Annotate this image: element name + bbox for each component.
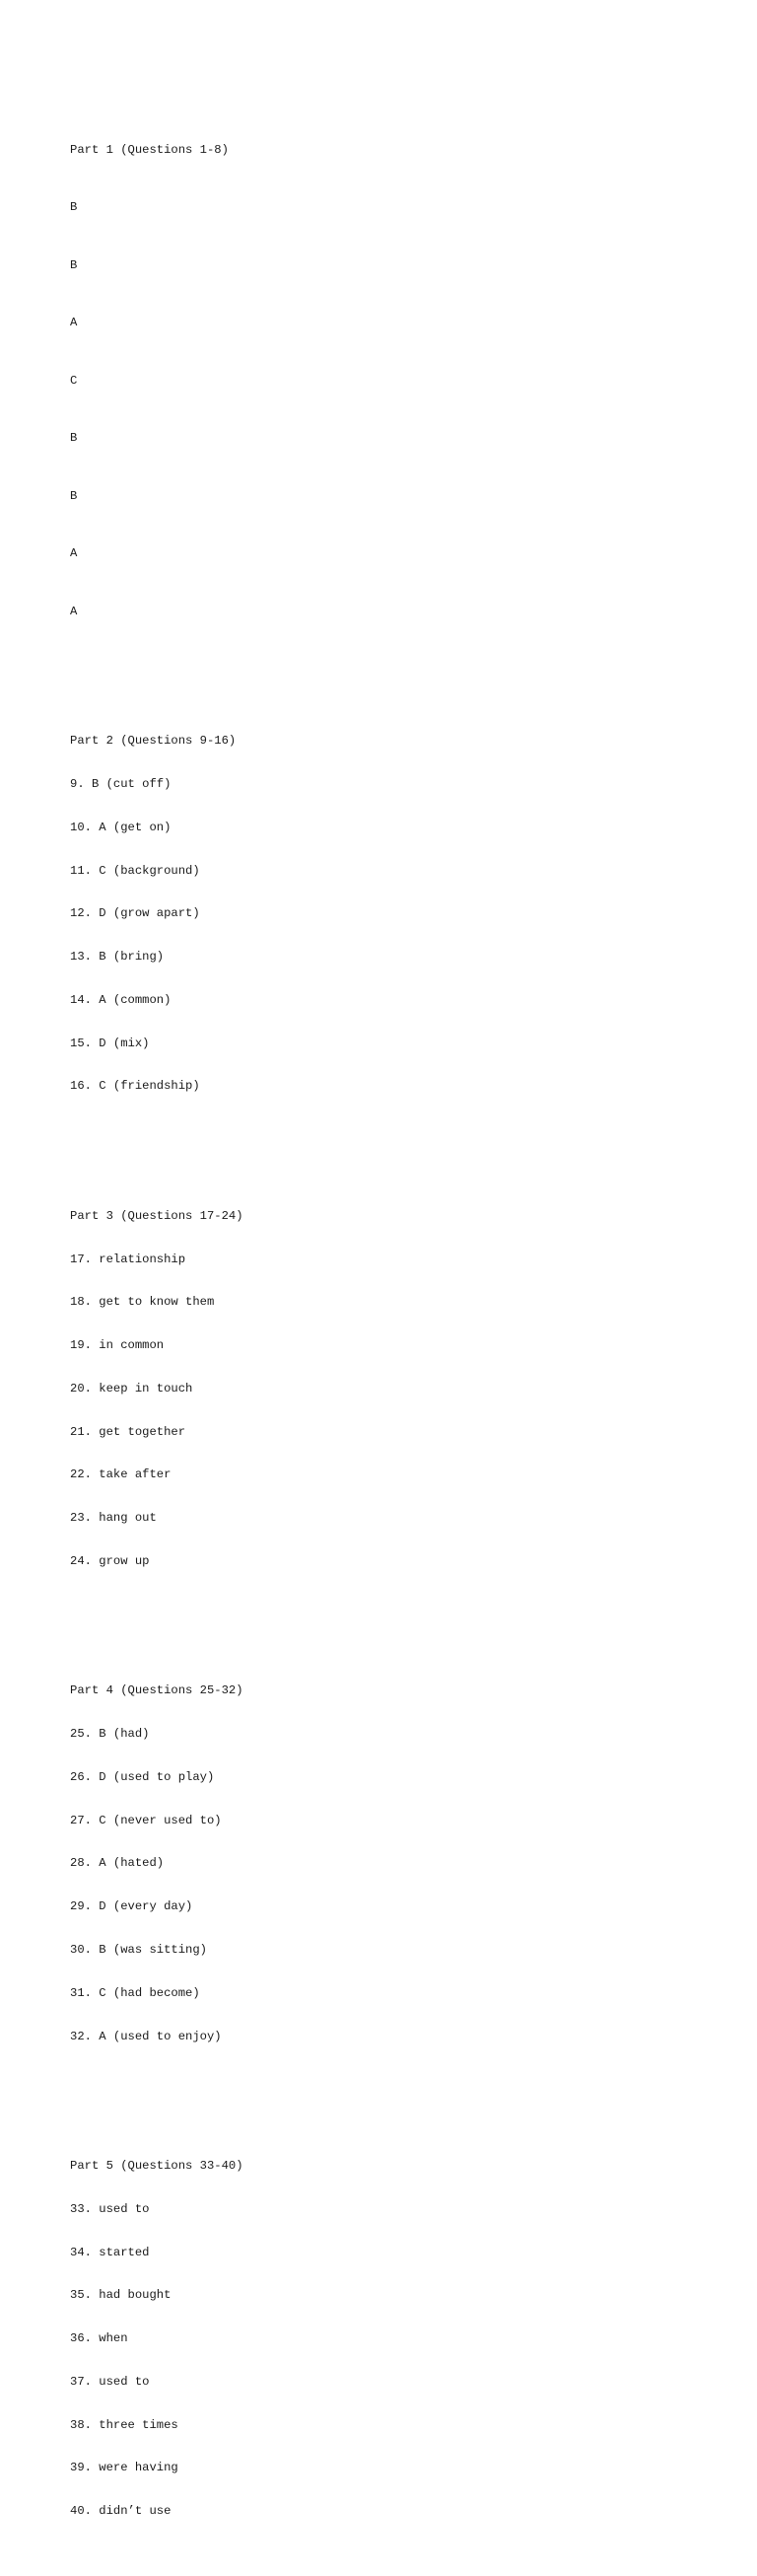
part5-section [70, 2130, 737, 2547]
list-item: 14. A (common) [70, 992, 172, 1007]
part3-heading: Part 3 (Questions 17-24) [70, 1208, 243, 1223]
list-item: 22. take after [70, 1467, 172, 1482]
list-item: 31. C (had become) [70, 1985, 200, 2000]
part2-heading: Part 2 (Questions 9-16) [70, 734, 237, 749]
list-item: 17. relationship [70, 1252, 186, 1266]
part4-heading: Part 4 (Questions 25-32) [70, 1683, 243, 1698]
list-item: 24. grow up [70, 1554, 150, 1568]
list-item: 11. C (background) [70, 863, 200, 878]
answer-key-document [70, 71, 737, 2576]
list-item: 12. D (grow apart) [70, 906, 200, 921]
list-item: 23. hang out [70, 1511, 157, 1526]
list-item: 26. D (used to play) [70, 1769, 215, 1784]
list-item: 19. in common [70, 1338, 165, 1353]
part1-answer-3: A [70, 316, 78, 330]
part3-section [70, 1181, 737, 1598]
list-item: 33. used to [70, 2201, 150, 2216]
part1-answer-1: B [70, 200, 78, 215]
list-item: 18. get to know them [70, 1295, 215, 1310]
list-item: 28. A (hated) [70, 1856, 165, 1871]
list-item: 27. C (never used to) [70, 1813, 222, 1827]
part1-answer-5: B [70, 431, 78, 446]
list-item: 32. A (used to enjoy) [70, 2029, 222, 2043]
part1-answer-2: B [70, 257, 78, 272]
list-item: 30. B (was sitting) [70, 1943, 207, 1958]
part1-heading: Part 1 (Questions 1-8) [70, 142, 229, 157]
part1-answer-6: B [70, 488, 78, 503]
list-item: 39. were having [70, 2461, 178, 2475]
list-item: 15. D (mix) [70, 1036, 150, 1050]
list-item: 29. D (every day) [70, 1899, 193, 1914]
part1-section [70, 114, 737, 648]
part2-section [70, 705, 737, 1122]
list-item: 35. had bought [70, 2288, 172, 2303]
list-item: 13. B (bring) [70, 950, 165, 965]
part1-answer-7: A [70, 546, 78, 561]
list-item: 9. B (cut off) [70, 776, 172, 791]
list-item: 21. get together [70, 1424, 186, 1439]
part4-section [70, 1655, 737, 2072]
list-item: 37. used to [70, 2374, 150, 2389]
part1-answer-8: A [70, 604, 78, 618]
list-item: 36. when [70, 2331, 128, 2346]
list-item: 38. three times [70, 2417, 178, 2432]
list-item: 16. C (friendship) [70, 1079, 200, 1094]
list-item: 40. didn’t use [70, 2504, 172, 2519]
list-item: 25. B (had) [70, 1727, 150, 1742]
part5-heading: Part 5 (Questions 33-40) [70, 2158, 243, 2173]
list-item: 20. keep in touch [70, 1381, 193, 1395]
part1-answer-4: C [70, 373, 78, 388]
list-item: 10. A (get on) [70, 820, 172, 834]
list-item: 34. started [70, 2245, 150, 2259]
